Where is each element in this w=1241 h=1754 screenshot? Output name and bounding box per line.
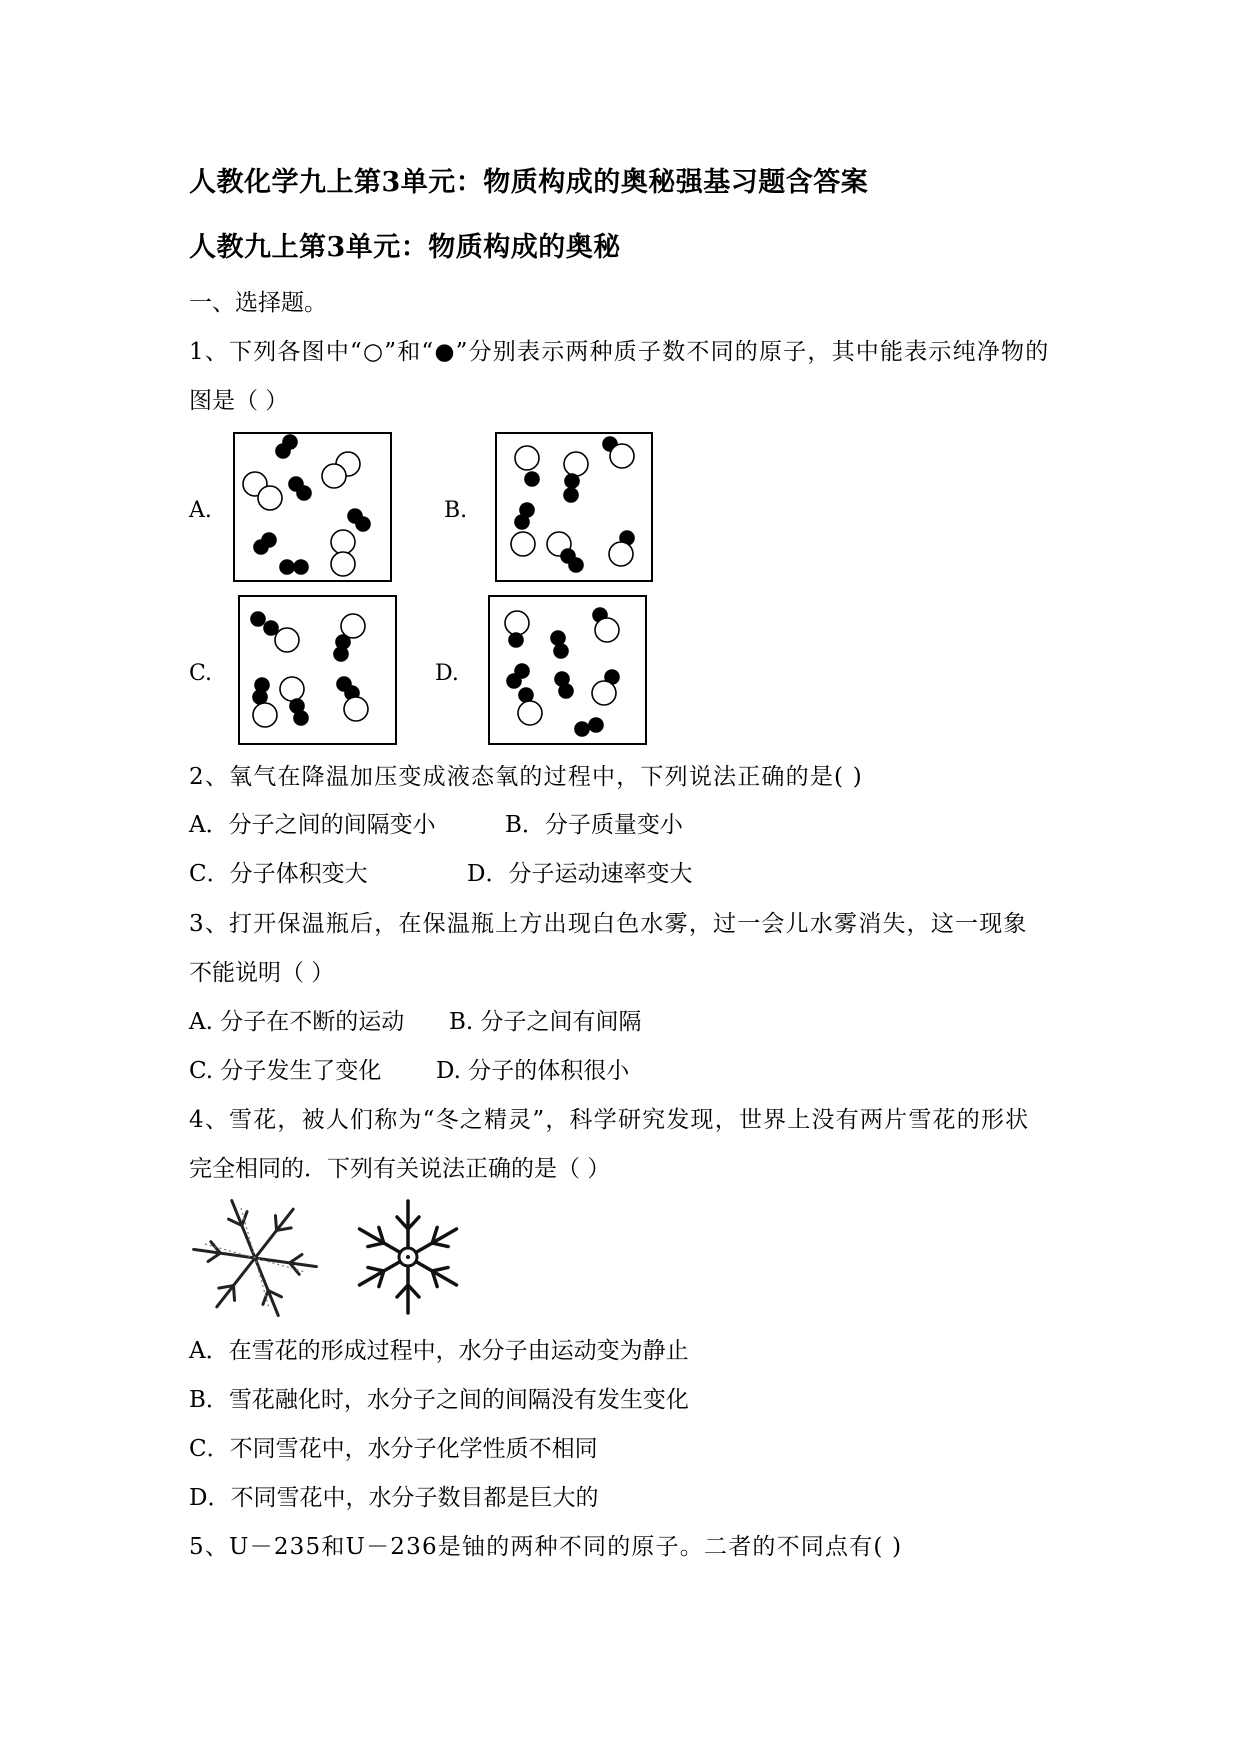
q3-option-d: D. 分子的体积很小 xyxy=(436,1058,630,1084)
q1-stem-line1: 1、下列各图中“○”和“●”分别表示两种质子数不同的原子，其中能表示纯净物的 xyxy=(189,339,1050,365)
q1-diagram-b xyxy=(495,432,653,582)
q1-stem-line2: 图是（ ） xyxy=(189,388,289,414)
q3-option-b: B. 分子之间有间隔 xyxy=(449,1009,642,1035)
particles-diagram-b xyxy=(497,434,651,580)
q2-stem: 2、氧气在降温加压变成液态氧的过程中，下列说法正确的是( ) xyxy=(189,764,863,790)
q2-option-d: D．分子运动速率变大 xyxy=(467,861,693,887)
particles-diagram-a xyxy=(235,434,390,580)
particles-diagram-c xyxy=(240,597,395,743)
q2-option-c: C．分子体积变大 xyxy=(189,861,368,887)
document-subtitle: 人教九上第3单元：物质构成的奥秘 xyxy=(189,232,621,263)
snowflake-icon xyxy=(348,1196,468,1318)
q3-stem-line2: 不能说明（ ） xyxy=(189,960,335,986)
section-heading: 一、选择题。 xyxy=(189,290,327,316)
snowflake-image-2 xyxy=(348,1196,468,1318)
document-title: 人教化学九上第3单元：物质构成的奥秘强基习题含答案 xyxy=(189,167,869,198)
q1-diagram-a xyxy=(233,432,392,582)
q1-diagram-c xyxy=(238,595,397,745)
q1-diagram-d xyxy=(488,595,647,745)
q1-option-d-label: D. xyxy=(435,661,459,686)
q4-stem-line1: 4、雪花，被人们称为“冬之精灵”，科学研究发现，世界上没有两片雪花的形状 xyxy=(189,1107,1030,1133)
snowflake-image-1 xyxy=(188,1196,323,1321)
q4-option-d: D．不同雪花中，水分子数目都是巨大的 xyxy=(189,1485,599,1511)
q4-option-b: B．雪花融化时，水分子之间的间隔没有发生变化 xyxy=(189,1387,689,1413)
q2-option-b: B．分子质量变小 xyxy=(505,812,683,838)
q3-stem-line1: 3、打开保温瓶后，在保温瓶上方出现白色水雾，过一会儿水雾消失，这一现象 xyxy=(189,911,1028,937)
q4-option-a: A．在雪花的形成过程中，水分子由运动变为静止 xyxy=(189,1338,689,1364)
q5-stem: 5、U－235和U－236是铀的两种不同的原子。二者的不同点有( ) xyxy=(189,1534,903,1560)
q1-option-a-label: A. xyxy=(189,498,212,523)
particles-diagram-d xyxy=(490,597,645,743)
q2-option-a: A．分子之间的间隔变小 xyxy=(189,812,436,838)
q1-option-c-label: C. xyxy=(189,661,213,686)
q4-stem-line2: 完全相同的．下列有关说法正确的是（ ） xyxy=(189,1156,611,1182)
q3-option-a: A. 分子在不断的运动 xyxy=(189,1009,405,1035)
q4-option-c: C．不同雪花中，水分子化学性质不相同 xyxy=(189,1436,598,1462)
q1-option-b-label: B. xyxy=(444,498,468,523)
snowflake-icon xyxy=(188,1196,323,1321)
q3-option-c: C. 分子发生了变化 xyxy=(189,1058,382,1084)
